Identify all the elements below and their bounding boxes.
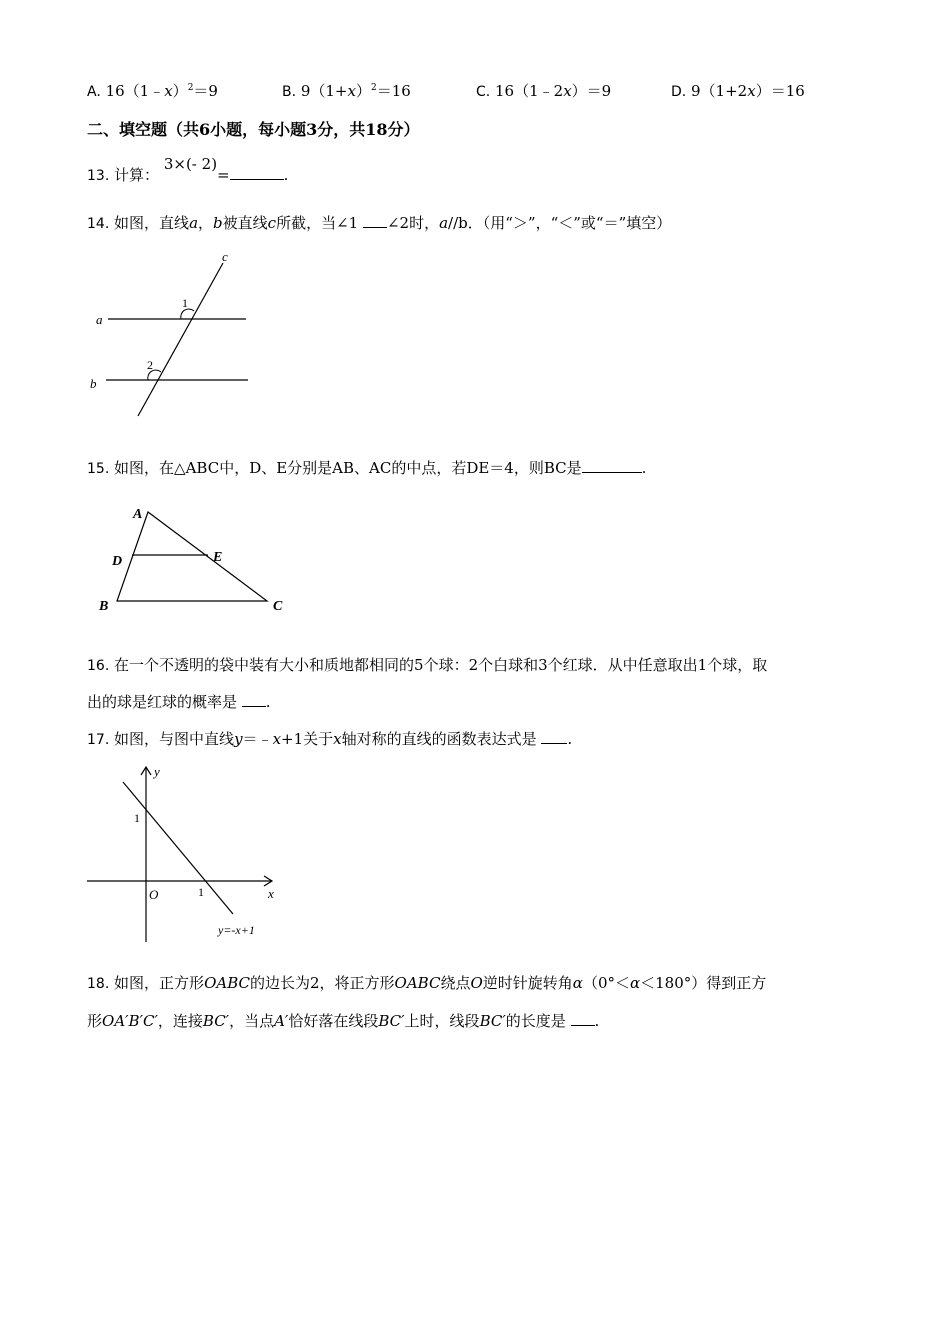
angle-1-arc bbox=[181, 309, 194, 319]
question-16-line-2: 出的球是红球的概率是 . bbox=[87, 693, 271, 711]
label-B: B bbox=[99, 599, 109, 614]
q13-expression: 3×(- 2) bbox=[163, 155, 218, 173]
section-heading: 二、填空题（共6小题，每小题3分，共18分） bbox=[87, 120, 420, 139]
label-origin: O bbox=[149, 887, 159, 902]
option-b: B. $9(1+x)^2=16$ bbox=[282, 82, 411, 100]
label-y: y bbox=[154, 764, 160, 779]
label-c: c bbox=[222, 249, 228, 264]
question-18-line-2: 形OA′B′C′，连接BC′，当点A′恰好落在线段BC′上时，线段BC′的长度是 . bbox=[87, 1012, 600, 1030]
question-15: 15. 如图，在△ABC中，D、E分别是AB、AC的中点，若DE＝4，则BC是 . bbox=[87, 459, 647, 477]
question-16-line-1: 16. 在一个不透明的袋中装有大小和质地都相同的5个球：2个白球和3个红球．从中任意取出1个球，取 bbox=[87, 656, 768, 674]
label-D: D bbox=[112, 554, 123, 569]
line-c bbox=[138, 263, 223, 416]
label-x: x bbox=[268, 886, 274, 901]
triangle-abc bbox=[117, 512, 267, 601]
label-line-equation: y=-x+1 bbox=[218, 923, 255, 937]
line-y-eq-neg-x-plus-1 bbox=[123, 782, 233, 914]
label-A: A bbox=[133, 507, 143, 522]
label-x-intercept: 1 bbox=[198, 885, 204, 899]
q17-figure bbox=[86, 760, 286, 945]
answer-blank bbox=[541, 729, 567, 744]
question-17: 17. 如图，与图中直线y＝﹣x+1关于x轴对称的直线的函数表达式是 . bbox=[87, 730, 573, 748]
label-1: 1 bbox=[182, 296, 188, 310]
label-a: a bbox=[96, 312, 103, 327]
label-2: 2 bbox=[147, 358, 153, 372]
q15-figure bbox=[96, 503, 296, 618]
question-13: 13. 计算： 3×(- 2)= . bbox=[87, 155, 289, 184]
answer-blank bbox=[571, 1011, 595, 1026]
label-y-intercept: 1 bbox=[134, 811, 140, 825]
question-14: 14. 如图，直线a，b被直线c所截，当∠1 ∠2时，a//b．（用“＞”，“＜”或“＝”填空） bbox=[87, 214, 672, 232]
answer-blank bbox=[582, 458, 642, 473]
option-a: A. 16（1﹣x）$^2$＝9 bbox=[87, 82, 218, 100]
q14-figure bbox=[86, 245, 256, 420]
answer-blank bbox=[230, 165, 284, 180]
option-c: C. 16（1﹣2x）＝9 bbox=[476, 82, 612, 100]
option-d: D. 9（1+2x）＝16 bbox=[671, 82, 805, 100]
answer-blank bbox=[363, 213, 387, 228]
answer-blank bbox=[242, 692, 266, 707]
question-18-line-1: 18. 如图，正方形OABC的边长为2，将正方形OABC绕点O逆时针旋转角α（0°＜α＜180°）得到正方 bbox=[87, 974, 767, 992]
label-E: E bbox=[213, 550, 223, 565]
label-C: C bbox=[273, 599, 283, 614]
label-b: b bbox=[90, 376, 97, 391]
